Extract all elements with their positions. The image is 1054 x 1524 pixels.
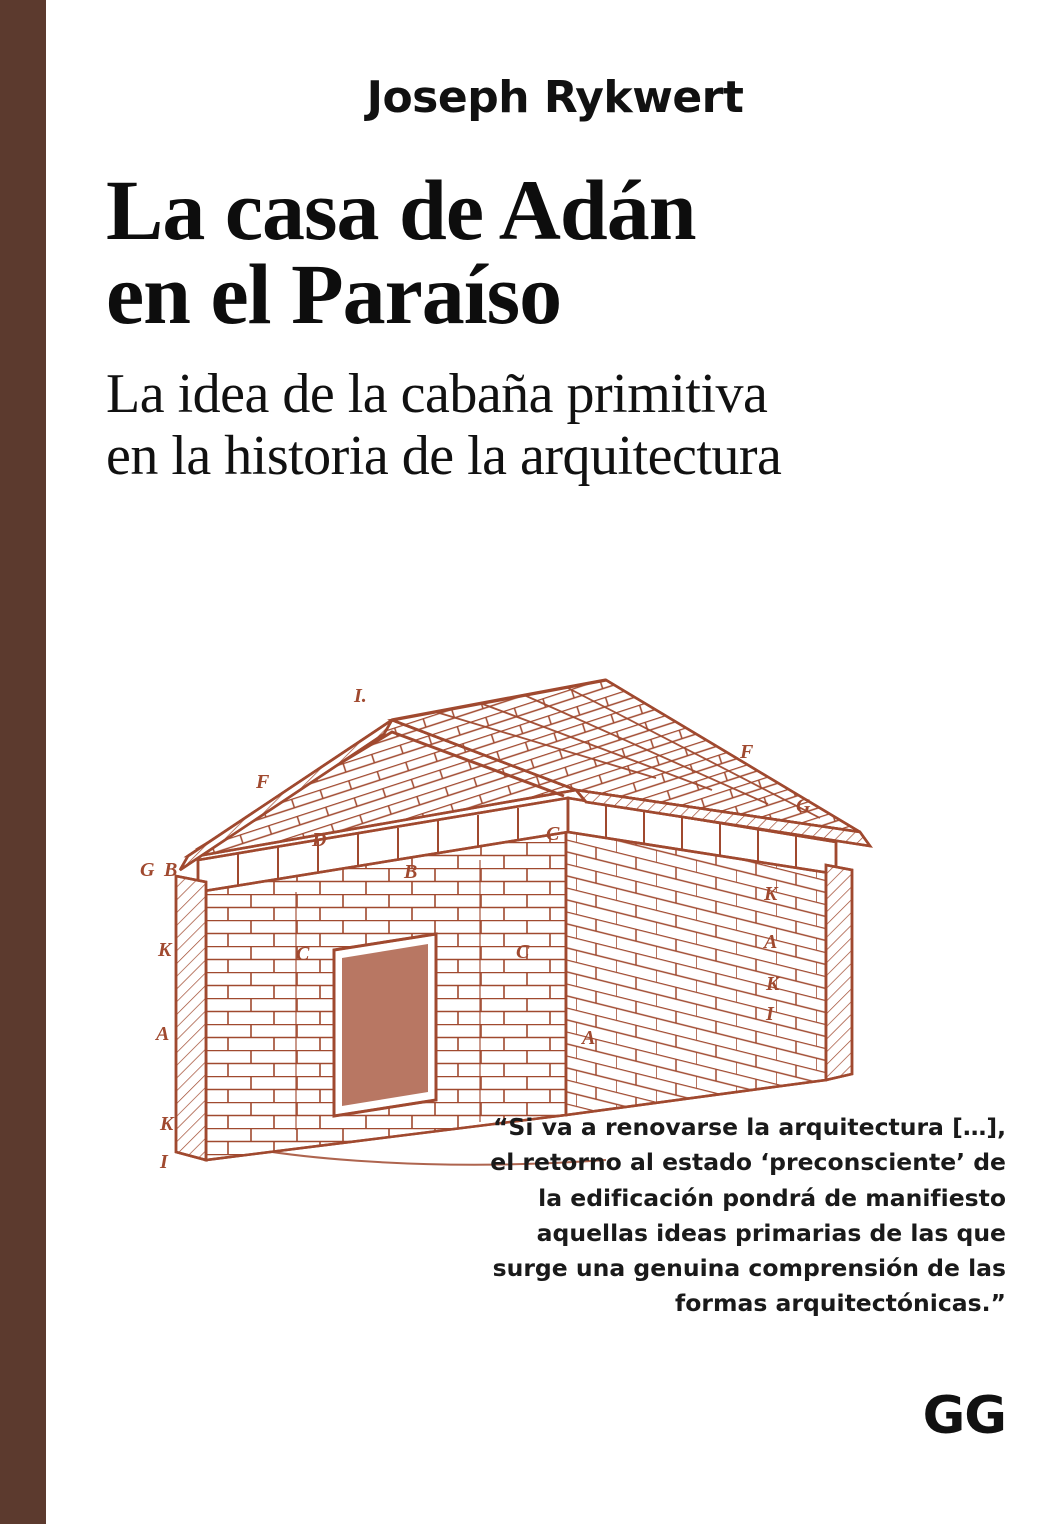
label-C-left: C bbox=[296, 943, 310, 965]
label-I-right: I bbox=[766, 1003, 774, 1025]
label-C-top: C bbox=[546, 823, 560, 845]
label-F-left: F bbox=[256, 771, 270, 793]
label-F-right: F bbox=[740, 741, 754, 763]
label-K-left-1: K bbox=[158, 939, 172, 961]
label-A-right: A bbox=[764, 931, 778, 953]
label-A-mid: A bbox=[582, 1027, 596, 1049]
label-I-left: I bbox=[160, 1151, 168, 1173]
cover-spine-gap bbox=[46, 0, 56, 1524]
cover-quote: “Si va a renovarse la arquitectura […], el retorno al estado ‘preconsciente’ de la edificación pondrá de manifiesto aquellas ideas primarias de las que surge una genuina comprensión de las formas arquitectónicas.” bbox=[490, 1113, 1006, 1318]
page-title-line-1: La casa de Adán bbox=[106, 162, 696, 258]
page-title-line-2: en el Paraíso bbox=[106, 246, 562, 343]
label-I-top: I. bbox=[354, 685, 367, 707]
title-block bbox=[106, 162, 1006, 488]
label-B-mid: B bbox=[404, 861, 418, 883]
label-B-left: B bbox=[164, 859, 178, 881]
label-C-right: C bbox=[516, 941, 530, 963]
label-K-right-1: K bbox=[764, 883, 778, 905]
label-K-left-2: K bbox=[160, 1113, 174, 1135]
label-D-mid: D bbox=[312, 829, 327, 851]
label-K-right-2: K bbox=[766, 973, 780, 995]
cover-content bbox=[56, 0, 1054, 1524]
subtitle-line-2: en la historia de la arquitectura bbox=[106, 425, 782, 488]
author-name: Joseph Rykwert bbox=[366, 72, 744, 123]
label-G-left: G bbox=[140, 859, 155, 881]
subtitle-line-1: La idea de la cabaña primitiva bbox=[106, 362, 768, 425]
publisher-logo: GG bbox=[922, 1386, 1006, 1446]
cover-spine-band bbox=[0, 0, 46, 1524]
label-G-right: G bbox=[796, 795, 811, 817]
label-A-left: A bbox=[156, 1023, 170, 1045]
